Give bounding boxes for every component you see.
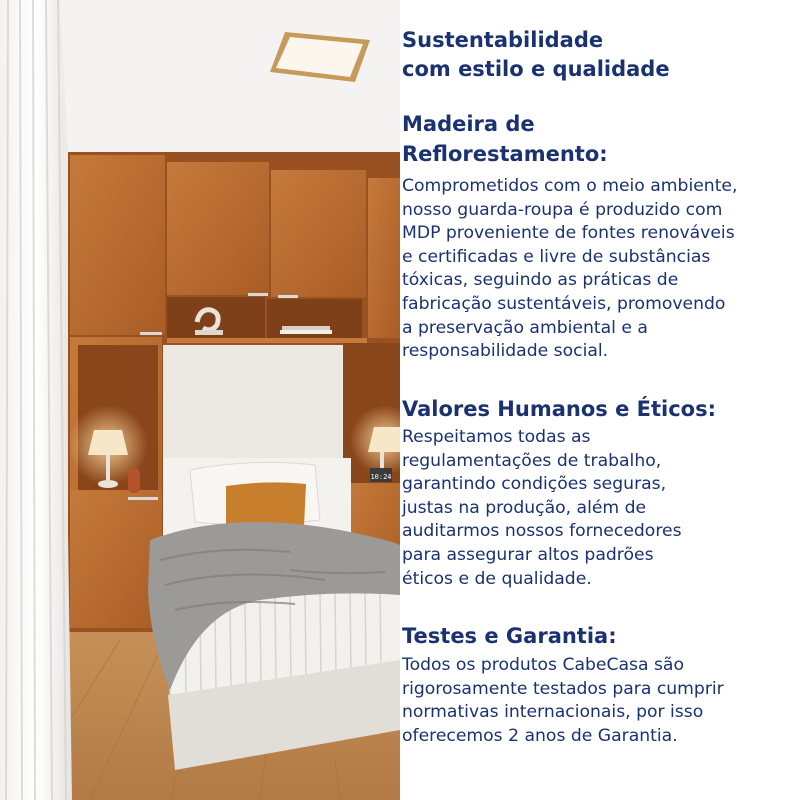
headline	[402, 26, 670, 84]
curtain	[0, 0, 72, 800]
body-line: Respeitamos todas as	[402, 427, 591, 447]
body-line: auditarmos nossos fornecedores	[402, 521, 682, 542]
section-title-valores	[402, 394, 716, 424]
body-line: oferecemos 2 anos de Garantia.	[402, 725, 678, 746]
body-line: MDP proveniente de fontes renováveis	[402, 223, 735, 244]
body-line: nosso guarda-roupa é produzido com	[402, 199, 723, 220]
text-panel	[402, 0, 792, 800]
body-line: garantindo condições seguras,	[402, 474, 667, 495]
section-title-line: Valores Humanos e Éticos:	[402, 397, 716, 421]
section-title-line: Madeira de	[402, 112, 535, 136]
headline-line-2: com estilo e qualidade	[402, 57, 670, 81]
headline-line-1: Sustentabilidade	[402, 28, 604, 52]
body-line: Comprometidos com o meio ambiente,	[402, 176, 738, 196]
section-body-madeira	[402, 175, 794, 364]
section-title-line: Testes e Garantia:	[402, 624, 617, 648]
section-body-testes	[402, 654, 794, 748]
body-line: regulamentações de trabalho,	[402, 450, 662, 471]
body-line: para assegurar altos padrões	[402, 544, 654, 565]
section-title-madeira	[402, 109, 608, 169]
body-line: justas na produção, além de	[402, 497, 647, 518]
body-line: a preservação ambiental e a	[402, 317, 648, 338]
body-line: fabricação sustentáveis, promovendo	[402, 293, 726, 314]
body-line: Todos os produtos CabeCasa são	[402, 655, 684, 675]
body-line: responsabilidade social.	[402, 341, 609, 362]
section-body-valores	[402, 426, 794, 591]
body-line: rigorosamente testados para cumprir	[402, 678, 724, 699]
clock-readout: 10:24	[370, 473, 392, 481]
section-title-testes	[402, 621, 617, 651]
body-line: tóxicas, seguindo as práticas de	[402, 270, 679, 291]
body-line: normativas internacionais, por isso	[402, 702, 704, 723]
section-title-line: Reflorestamento:	[402, 142, 608, 166]
body-line: éticos e de qualidade.	[402, 568, 592, 589]
body-line: e certificadas e livre de substâncias	[402, 246, 711, 267]
